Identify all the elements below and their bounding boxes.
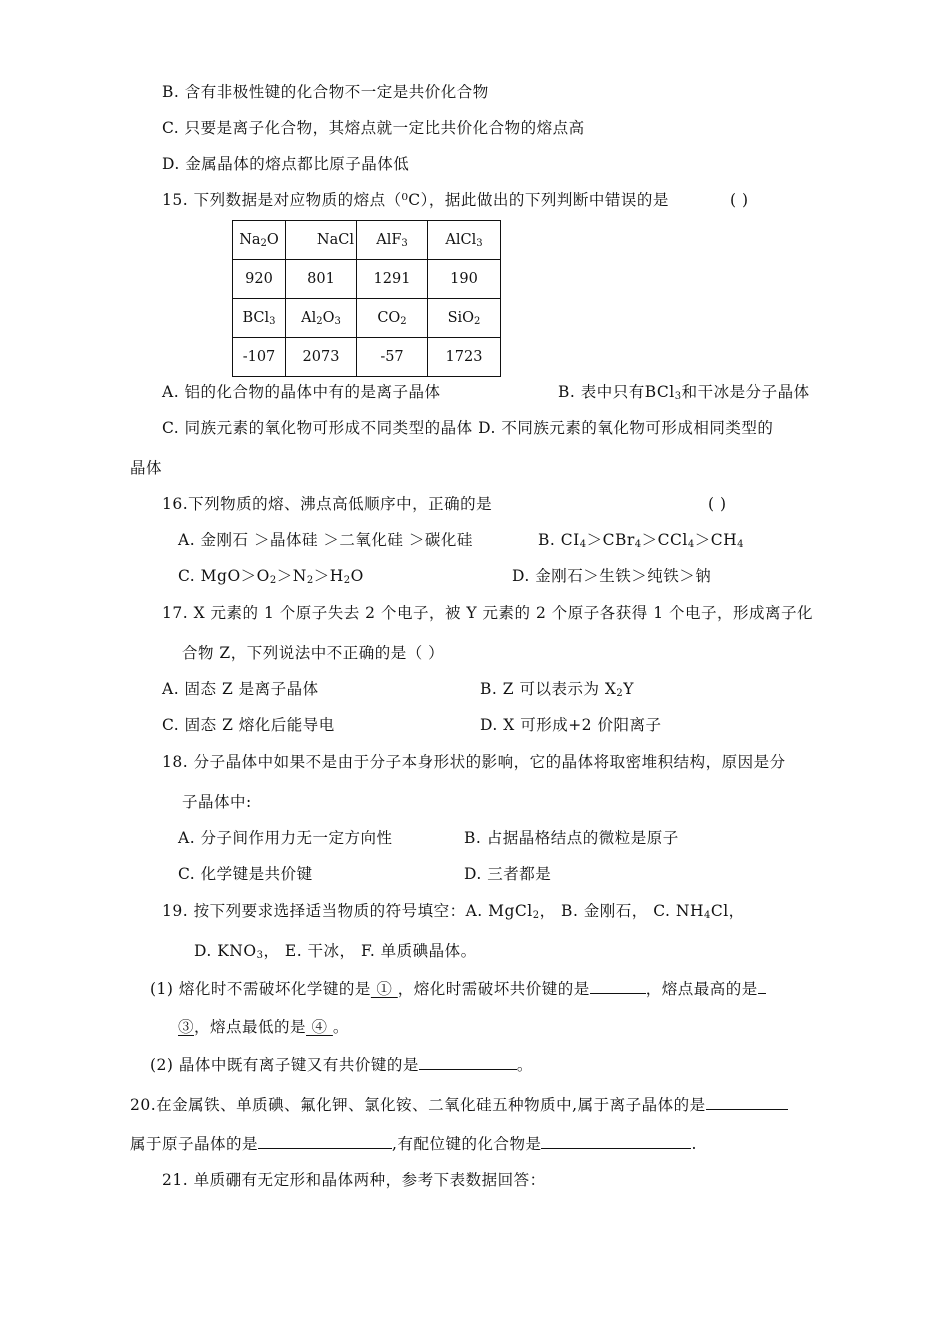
table-cell: -107 xyxy=(233,338,286,377)
q16-option-a: A. 金刚石 ＞晶体硅 ＞二氧化硅 ＞碳化硅 xyxy=(178,531,473,549)
answer-blank-3[interactable]: ③ xyxy=(178,1018,195,1036)
q15-option-d-continued: 晶体 xyxy=(130,459,163,477)
q17-stem: 17. X 元素的 1 个原子失去 2 个电子，被 Y 元素的 2 个原子各获得 1 个电子，形成离子化 xyxy=(162,604,813,622)
answer-blank-ionic[interactable] xyxy=(706,1093,788,1110)
q20-line-2: 属于原子晶体的是 ,有配位键的化合物是 . xyxy=(130,1132,697,1154)
answer-blank-1[interactable]: ① xyxy=(370,980,398,998)
q19-part-2: (2) 晶体中既有离子键又有共价键的是 。 xyxy=(150,1053,533,1075)
q21-stem: 21. 单质硼有无定形和晶体两种，参考下表数据回答： xyxy=(162,1171,546,1189)
answer-blank-atomic[interactable] xyxy=(258,1132,392,1149)
answer-blank-2[interactable] xyxy=(590,977,646,994)
answer-blank-4[interactable]: ④ xyxy=(306,1018,333,1036)
table-row xyxy=(233,338,501,377)
q14-option-b: B. 含有非极性键的化合物不一定是共价化合物 xyxy=(162,83,489,101)
table-cell: AlCl$_3$ xyxy=(428,221,501,260)
table-row xyxy=(233,260,501,299)
q18-option-b: B. 占据晶格结点的微粒是原子 xyxy=(464,829,679,847)
answer-blank-3-start[interactable] xyxy=(758,977,766,994)
q18-option-c: C. 化学键是共价键 xyxy=(178,865,313,883)
q16-stem: 16.下列物质的熔、沸点高低顺序中，正确的是 xyxy=(162,495,493,513)
q19-part-1-continued: ③，熔点最低的是 ④ 。 xyxy=(178,1018,349,1036)
q16-answer-paren: ( ) xyxy=(708,495,727,513)
q19-stem: 19. 按下列要求选择适当物质的符号填空：A. MgCl$_2$， B. 金刚石， C. $NH_4Cl$， xyxy=(162,902,745,921)
q15-stem: 15. 下列数据是对应物质的熔点（⁰C），据此做出的下列判断中错误的是 xyxy=(162,191,669,209)
answer-blank-coordinate[interactable] xyxy=(541,1132,691,1149)
table-cell: 2073 xyxy=(286,338,357,377)
melting-point-table xyxy=(232,220,501,377)
q19-stem-continued: D. $KNO_3$， E. 干冰， F. 单质碘晶体。 xyxy=(194,942,477,961)
q15-answer-paren: ( ) xyxy=(730,191,749,209)
q15-option-a: A. 铝的化合物的晶体中有的是离子晶体 xyxy=(162,383,441,401)
answer-blank-5[interactable] xyxy=(419,1053,517,1070)
table-cell: $CO_2$ xyxy=(357,299,428,338)
q15-option-b: B. 表中只有BCl$_3$和干冰是分子晶体 xyxy=(558,383,810,402)
table-cell: SiO$_2$ xyxy=(428,299,501,338)
table-cell: AlF$_3$ xyxy=(357,221,428,260)
q17-stem-continued: 合物 Z，下列说法中不正确的是（ ） xyxy=(182,644,445,662)
table-cell: 920 xyxy=(233,260,286,299)
table-cell: 1291 xyxy=(357,260,428,299)
q16-option-d: D. 金刚石＞生铁＞纯铁＞钠 xyxy=(512,567,712,585)
table-cell: -57 xyxy=(357,338,428,377)
table-cell: 1723 xyxy=(428,338,501,377)
q17-option-a: A. 固态 Z 是离子晶体 xyxy=(162,680,319,698)
table-row xyxy=(233,221,501,260)
table-cell: NaCl xyxy=(286,221,357,260)
q18-stem-continued: 子晶体中: xyxy=(182,793,252,811)
table-row xyxy=(233,299,501,338)
q17-option-d: D. X 可形成+2 价阳离子 xyxy=(480,716,662,734)
q20-line-1: 20.在金属铁、单质碘、氟化钾、氯化铵、二氧化硅五种物质中,属于离子晶体的是 xyxy=(130,1093,788,1115)
q15-option-c-d: C. 同族元素的氧化物可形成不同类型的晶体 D. 不同族元素的氧化物可形成相同类型的 xyxy=(162,419,774,437)
q17-option-b: B. Z 可以表示为 $X_2Y$ xyxy=(480,680,635,699)
q16-option-c: C. $MgO>O_2>N_2>H_2O$ xyxy=(178,567,364,586)
table-cell: 801 xyxy=(286,260,357,299)
table-cell: 190 xyxy=(428,260,501,299)
q14-option-c: C. 只要是离子化合物，其熔点就一定比共价化合物的熔点高 xyxy=(162,119,585,137)
q18-option-d: D. 三者都是 xyxy=(464,865,552,883)
table-cell: BCl$_3$ xyxy=(233,299,286,338)
q16-option-b: B. $CI_4>CBr_4>CCl_4>CH_4$ xyxy=(538,531,744,550)
q18-stem: 18. 分子晶体中如果不是由于分子本身形状的影响，它的晶体将取密堆积结构，原因是分 xyxy=(162,753,786,771)
q19-part-1: (1) 熔化时不需破坏化学键的是 ① ，熔化时需破坏共价键的是 ，熔点最高的是 xyxy=(150,977,766,999)
q17-option-c: C. 固态 Z 熔化后能导电 xyxy=(162,716,335,734)
q14-option-d: D. 金属晶体的熔点都比原子晶体低 xyxy=(162,155,410,173)
q18-option-a: A. 分子间作用力无一定方向性 xyxy=(178,829,393,847)
table-cell: $Na_2O$ xyxy=(233,221,286,260)
table-cell: $Al_2O_3$ xyxy=(286,299,357,338)
